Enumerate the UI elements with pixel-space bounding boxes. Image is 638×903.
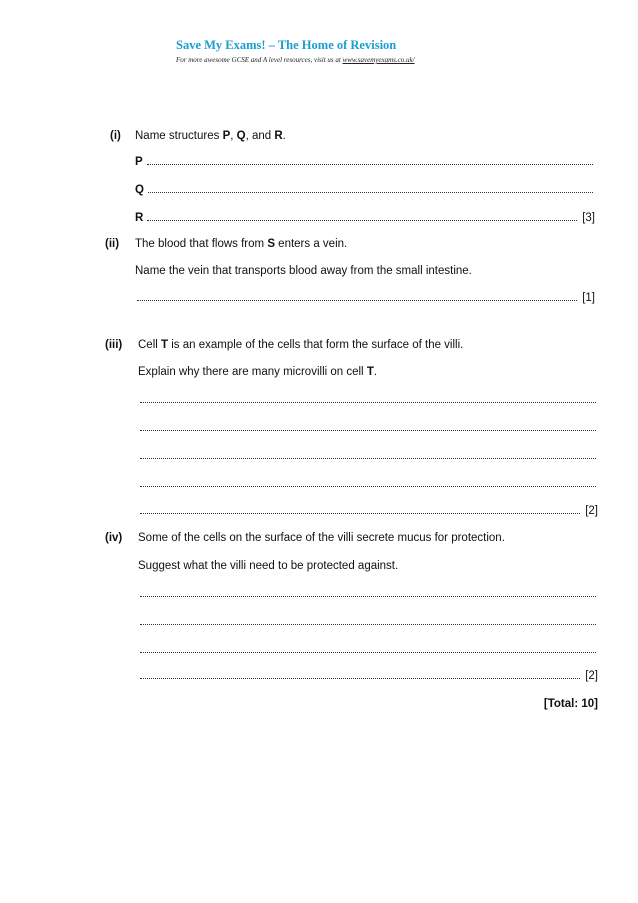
question-prompt: Explain why there are many microvilli on cell T.	[138, 366, 378, 378]
total-marks: [Total: 10]	[543, 698, 598, 710]
question-prompt: Name the vein that transports blood away from the small intestine.	[135, 265, 472, 277]
answer-line[interactable]	[138, 616, 598, 628]
answer-line[interactable]	[138, 450, 598, 462]
page-header	[176, 38, 415, 64]
answer-line[interactable]	[138, 422, 598, 434]
brand-title: Save My Exams! – The Home of Revision	[176, 38, 397, 52]
answer-line-r[interactable]: R [3]	[135, 212, 595, 224]
answer-line-p[interactable]: P	[135, 156, 595, 168]
answer-line-q[interactable]: Q	[135, 184, 595, 196]
answer-line[interactable]	[135, 292, 595, 304]
question-number: (i)	[110, 130, 121, 142]
question-number: (ii)	[105, 238, 120, 250]
answer-line[interactable]	[138, 394, 598, 406]
answer-line[interactable]	[138, 670, 598, 682]
question-number: (iii)	[105, 339, 123, 351]
mark-allocation: [2]	[585, 505, 598, 517]
mark-allocation: [3]	[582, 212, 595, 224]
question-text: The blood that flows from S enters a vein.	[135, 238, 348, 250]
answer-line[interactable]	[138, 588, 598, 600]
question-text: Name structures P, Q, and R.	[135, 130, 286, 142]
tagline: For more awesome GCSE and A level resources, visit us at www.savemyexams.co.uk/	[176, 56, 415, 64]
question-number: (iv)	[105, 532, 123, 544]
website-link[interactable]: www.savemyexams.co.uk/	[342, 56, 415, 64]
question-text: Cell T is an example of the cells that form the surface of the villi.	[138, 339, 464, 351]
mark-allocation: [2]	[585, 670, 598, 682]
answer-line[interactable]	[138, 644, 598, 656]
mark-allocation: [1]	[582, 292, 595, 304]
question-text: Some of the cells on the surface of the villi secrete mucus for protection.	[138, 532, 505, 544]
answer-line[interactable]	[138, 505, 598, 517]
question-prompt: Suggest what the villi need to be protected against.	[138, 560, 399, 572]
answer-line[interactable]	[138, 478, 598, 490]
